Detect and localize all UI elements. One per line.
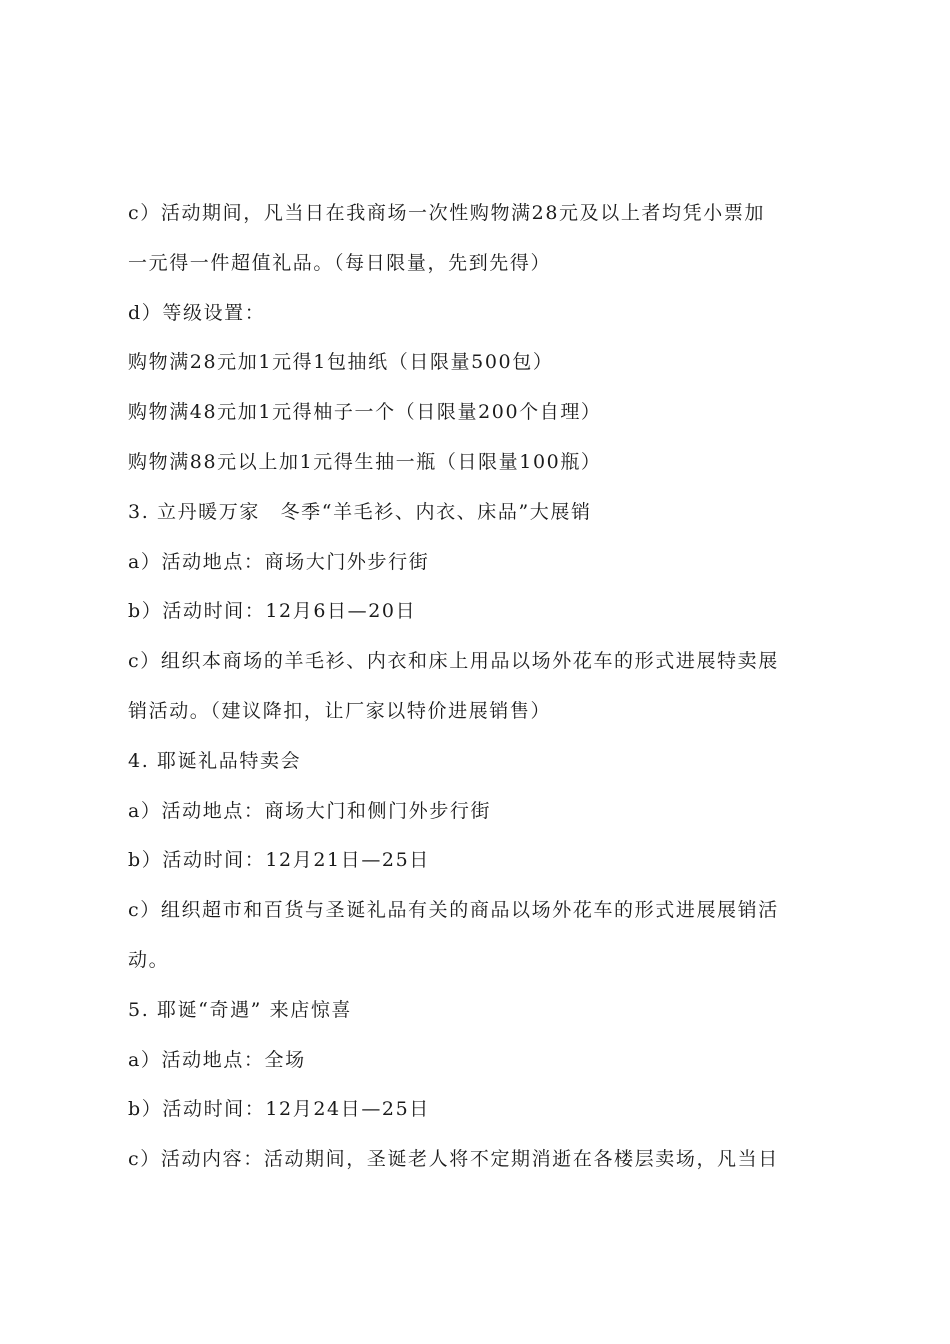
text-line: a）活动地点：全场: [128, 1048, 306, 1071]
document-body: [128, 189, 838, 1185]
text-line: c）活动期间，凡当日在我商场一次性购物满28元及以上者均凭小票加: [128, 202, 766, 224]
section-heading: 3. 立丹暖万家 冬季“羊毛衫、内衣、床品”大展销: [128, 500, 592, 523]
text-line: 一元得一件超值礼品。（每日限量，先到先得）: [128, 251, 552, 274]
text-line: 购物满48元加1元得柚子一个（日限量200个自理）: [128, 401, 602, 424]
text-line: d）等级设置：: [128, 301, 266, 324]
text-line: b）活动时间：12月24日—25日: [128, 1098, 430, 1121]
section-heading: 4. 耶诞礼品特卖会: [128, 749, 302, 772]
text-line: a）活动地点：商场大门和侧门外步行街: [128, 799, 492, 822]
text-line: c）组织超市和百货与圣诞礼品有关的商品以场外花车的形式进展展销活: [128, 899, 779, 922]
text-line: b）活动时间：12月6日—20日: [128, 600, 417, 623]
section-heading: 5. 耶诞“奇遇” 来店惊喜: [128, 998, 353, 1021]
text-line: 购物满28元加1元得1包抽纸（日限量500包）: [128, 351, 554, 374]
text-line: 动。: [128, 948, 170, 971]
text-line: c）活动内容：活动期间，圣诞老人将不定期消逝在各楼层卖场，凡当日: [128, 1148, 779, 1171]
text-line: c）组织本商场的羊毛衫、内衣和床上用品以场外花车的形式进展特卖展: [128, 650, 779, 673]
text-line: b）活动时间：12月21日—25日: [128, 849, 430, 872]
text-line: a）活动地点：商场大门外步行街: [128, 550, 430, 573]
text-line: 销活动。（建议降扣，让厂家以特价进展销售）: [128, 699, 552, 722]
text-line: 购物满88元以上加1元得生抽一瓶（日限量100瓶）: [128, 450, 602, 473]
